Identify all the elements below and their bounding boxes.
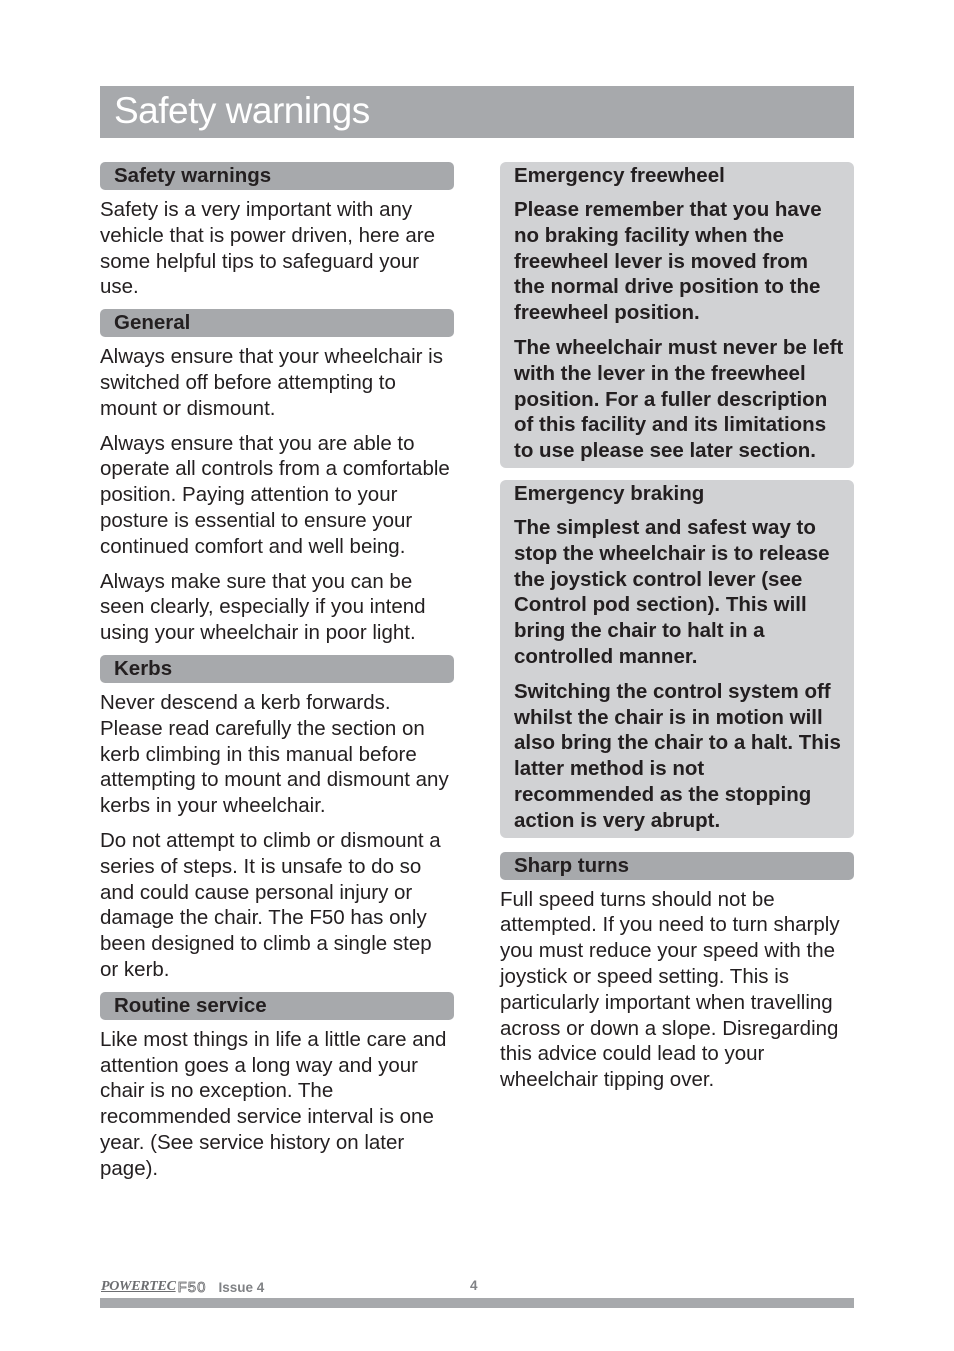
issue-label: Issue 4	[218, 1279, 265, 1295]
paragraph: Full speed turns should not be attempted. If you need to turn sharply you must reduce your speed with the joystick or speed setting. This is particularly important when travelling across or down a slope. Disregarding this advice could lead to your wheelchair tipping over.	[500, 887, 840, 1092]
left-column	[100, 162, 454, 1182]
box-heading: Emergency freewheel	[514, 164, 725, 187]
paragraph: Always ensure that your wheelchair is switched off before attempting to mount or dismount.	[100, 345, 443, 420]
paragraph: Always ensure that you are able to operate all controls from a comfortable position. Paying attention to your posture is essential to ensure your continued comfort and well being.	[100, 431, 450, 558]
paragraph: Do not attempt to climb or dismount a series of steps. It is unsafe to do so and could cause personal injury or damage the chair. The F50 has only been designed to climb a single step or kerb.	[100, 828, 441, 981]
box-paragraph: The wheelchair must never be left with the lever in the freewheel position. For a fuller description of this facility and its limitations to use please see later section.	[514, 335, 844, 463]
section-heading-sharp-turns: Sharp turns	[500, 852, 854, 880]
warning-box-emergency-braking	[500, 480, 854, 838]
box-paragraph: Please remember that you have no braking facility when the freewheel lever is moved from the normal drive position to the freewheel position.	[514, 198, 822, 325]
model-name: F50	[177, 1278, 207, 1296]
paragraph: Always make sure that you can be seen clearly, especially if you intend using your wheelchair in poor light.	[100, 569, 426, 645]
right-column	[500, 162, 854, 1093]
page-number: 4	[470, 1278, 478, 1293]
section-heading-general: General	[100, 309, 454, 337]
brand-logo: POWERTEC	[101, 1279, 176, 1294]
paragraph: Like most things in life a little care and attention goes a long way and your chair is no exception. The recommended service interval is one year. (See service history on later page).	[100, 1027, 447, 1180]
section-heading-routine-service: Routine service	[100, 992, 454, 1020]
section-heading-safety-warnings: Safety warnings	[100, 162, 454, 190]
page-title: Safety warnings	[114, 90, 370, 131]
footer-bar	[100, 1298, 854, 1308]
footer-logo	[101, 1277, 264, 1297]
warning-box-emergency-freewheel	[500, 162, 854, 468]
box-paragraph: The simplest and safest way to stop the wheelchair is to release the joystick control lever (see Control pod section). This will bring the chair to halt in a controlled manner.	[514, 515, 830, 668]
box-paragraph: Switching the control system off whilst the chair is in motion will also bring the chair to a halt. This latter method is not recommended as the stopping action is very abrupt.	[514, 679, 841, 832]
box-heading: Emergency braking	[514, 481, 705, 505]
page-title-bar	[100, 86, 854, 138]
paragraph: Safety is a very important with any vehicle that is power driven, here are some helpful tips to safeguard your use.	[100, 198, 436, 299]
paragraph: Never descend a kerb forwards. Please read carefully the section on kerb climbing in this manual before attempting to mount and dismount any kerbs in your wheelchair.	[100, 690, 449, 818]
section-heading-kerbs: Kerbs	[100, 655, 454, 683]
